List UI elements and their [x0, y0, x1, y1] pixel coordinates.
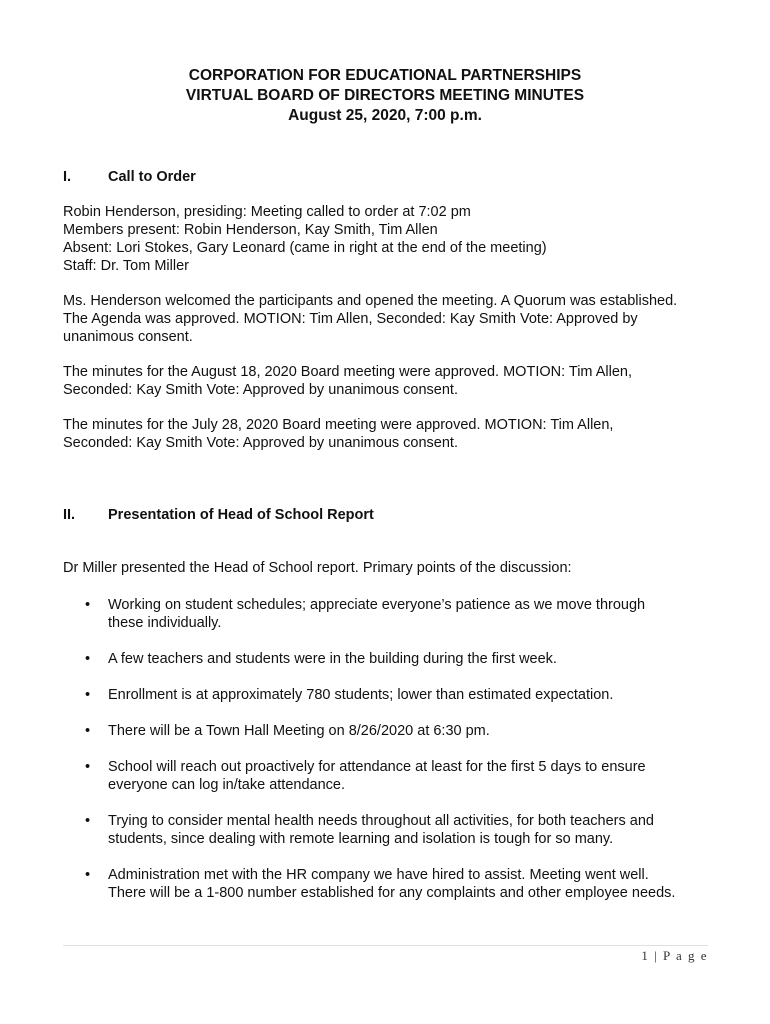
paragraph-line: The Agenda was approved. MOTION: Tim Allen, Seconded: Kay Smith Vote: Approved by — [63, 311, 638, 327]
bullet-text-line: School will reach out proactively for attendance at least for the first 5 days to ensure — [108, 759, 646, 775]
bullet-icon: • — [85, 867, 91, 883]
section-heading-call-to-order — [63, 168, 196, 186]
bullet-icon: • — [85, 723, 91, 739]
section-number: II. — [63, 507, 76, 523]
report-bullet-list — [63, 596, 723, 920]
minutes-july-paragraph — [63, 416, 723, 452]
paragraph-line: Seconded: Kay Smith Vote: Approved by unanimous consent. — [63, 382, 458, 398]
bullet-text-line: Administration met with the HR company we have hired to assist. Meeting went well. — [108, 867, 649, 883]
page-number: 1 | P a g e — [641, 948, 708, 963]
bullet-text-line: everyone can log in/take attendance. — [108, 777, 345, 793]
section-title: Presentation of Head of School Report — [108, 507, 374, 523]
paragraph-line: The minutes for the July 28, 2020 Board meeting were approved. MOTION: Tim Allen, — [63, 417, 614, 433]
bullet-item — [63, 650, 723, 668]
bullet-item — [63, 812, 723, 848]
bullet-icon: • — [85, 759, 91, 775]
bullet-item — [63, 758, 723, 794]
paragraph-line: Staff: Dr. Tom Miller — [63, 258, 189, 274]
bullet-text-line: Working on student schedules; appreciate everyone’s patience as we move through — [108, 597, 646, 613]
title-organization: CORPORATION FOR EDUCATIONAL PARTNERSHIPS — [188, 67, 582, 84]
paragraph-line: unanimous consent. — [63, 329, 193, 345]
bullet-item — [63, 686, 723, 704]
report-intro-paragraph — [63, 559, 723, 577]
section-number: I. — [63, 169, 72, 185]
bullet-text-line: students, since dealing with remote learning and isolation is tough for so many. — [108, 831, 614, 847]
bullet-icon: • — [85, 651, 91, 667]
paragraph-line: Seconded: Kay Smith Vote: Approved by unanimous consent. — [63, 435, 458, 451]
bullet-text-line: There will be a 1-800 number established for any complaints and other employee needs. — [108, 885, 676, 901]
attendance-paragraph — [63, 203, 723, 275]
bullet-text-line: There will be a Town Hall Meeting on 8/26/2020 at 6:30 pm. — [108, 723, 490, 739]
bullet-icon: • — [85, 687, 91, 703]
bullet-text-line: these individually. — [108, 615, 222, 631]
paragraph-line: Members present: Robin Henderson, Kay Smith, Tim Allen — [63, 222, 438, 238]
paragraph-line: Absent: Lori Stokes, Gary Leonard (came in right at the end of the meeting) — [63, 240, 547, 256]
section-title: Call to Order — [108, 169, 196, 185]
bullet-item — [63, 866, 723, 902]
title-date: August 25, 2020, 7:00 p.m. — [288, 107, 482, 124]
paragraph-line: Dr Miller presented the Head of School report. Primary points of the discussion: — [63, 560, 572, 576]
welcome-paragraph — [63, 292, 723, 346]
document-title — [0, 66, 770, 126]
minutes-august-paragraph — [63, 363, 723, 399]
bullet-text-line: Trying to consider mental health needs throughout all activities, for both teachers and — [108, 813, 654, 829]
section-heading-head-of-school-report — [63, 506, 374, 524]
bullet-icon: • — [85, 813, 91, 829]
bullet-item — [63, 596, 723, 632]
paragraph-line: Ms. Henderson welcomed the participants and opened the meeting. A Quorum was established. — [63, 293, 678, 309]
bullet-item — [63, 722, 723, 740]
bullet-icon: • — [85, 597, 91, 613]
bullet-text-line: A few teachers and students were in the building during the first week. — [108, 651, 557, 667]
title-meeting: VIRTUAL BOARD OF DIRECTORS MEETING MINUTES — [185, 87, 585, 104]
bullet-text-line: Enrollment is at approximately 780 students; lower than estimated expectation. — [108, 687, 614, 703]
paragraph-line: Robin Henderson, presiding: Meeting called to order at 7:02 pm — [63, 204, 471, 220]
paragraph-line: The minutes for the August 18, 2020 Board meeting were approved. MOTION: Tim Allen, — [63, 364, 633, 380]
footer-divider — [63, 945, 708, 946]
